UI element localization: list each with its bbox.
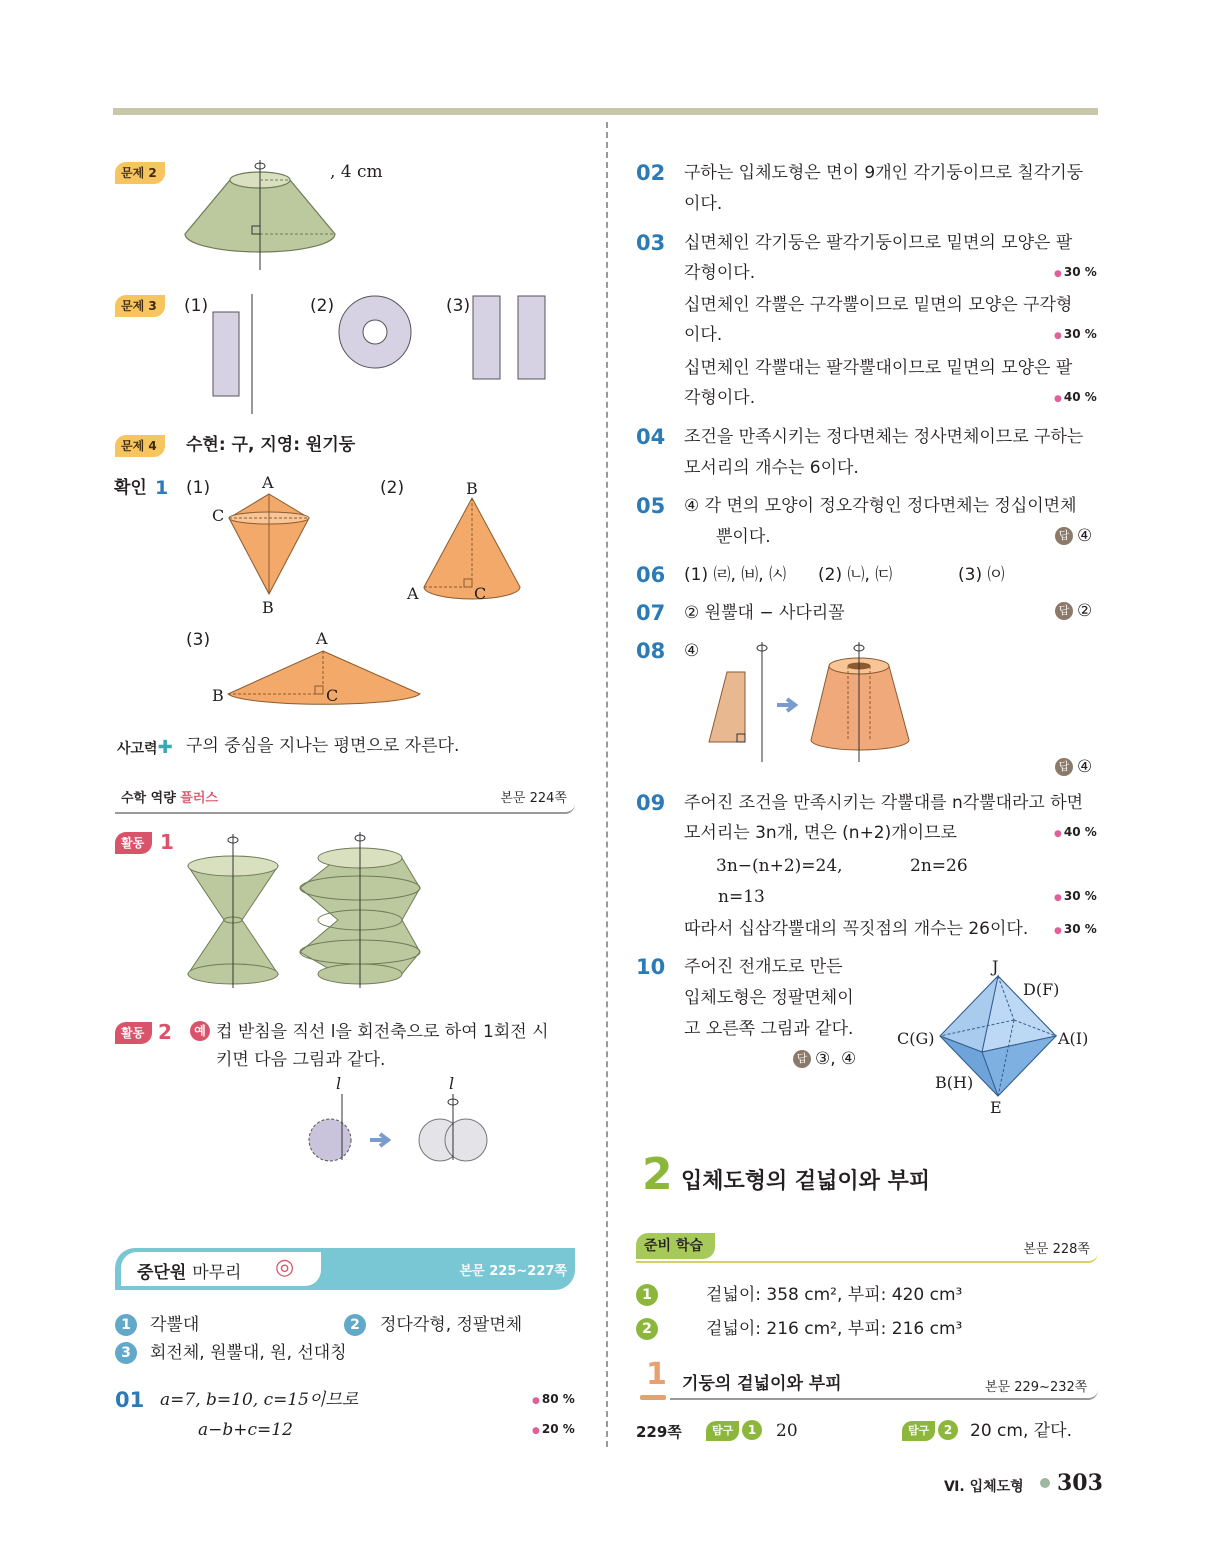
prep-title: 준비 학습 — [636, 1233, 715, 1259]
check-num: 1 — [155, 477, 169, 499]
footer-chapter: Ⅵ. 입체도형 — [944, 1479, 1024, 1495]
rotation-figure — [300, 1092, 500, 1162]
axis-label-2: l — [449, 1074, 455, 1093]
q05-line2: 뿐이다. — [716, 527, 771, 547]
fig2-a: A — [407, 584, 419, 603]
q07-text: ② 원뿔대 − 사다리꼴 — [684, 603, 845, 623]
p3-label-3: (3) — [446, 296, 471, 316]
p229-page: 229쪽 — [636, 1423, 682, 1441]
q10-num: 10 — [636, 955, 666, 979]
q03-b2: 이다. — [684, 325, 723, 345]
math-plus-title: 수학 역량 플러스 — [121, 791, 218, 806]
prep-2-text: 겉넓이: 216 cm², 부피: 216 cm³ — [706, 1319, 963, 1339]
section-2-title: 입체도형의 겉넓이와 부피 — [681, 1169, 931, 1194]
q09-line3a: 3n−(n+2)=24, — [716, 856, 843, 876]
review-page: 본문 225~227쪽 — [459, 1264, 567, 1279]
activity-2-line1: 컵 받침을 직선 l을 회전축으로 하여 1회전 시 — [216, 1022, 549, 1042]
p229-n2: 2 — [938, 1420, 958, 1440]
review-1-text: 각뿔대 — [150, 1315, 200, 1335]
q08-answer: 답 ④ — [1055, 757, 1092, 777]
q03-a2: 십면체인 각뿔은 구각뿔이므로 밑면의 모양은 구각형 — [684, 295, 1073, 315]
q10-answer: 답 ③, ④ — [793, 1049, 856, 1069]
fig1-a: A — [262, 473, 274, 492]
q09-line5: 따라서 십삼각뿔대의 꼭짓점의 개수는 26이다. — [684, 919, 1029, 939]
thinking-tag: 사고력✚ — [117, 737, 173, 758]
prep-1-badge: 1 — [636, 1284, 658, 1306]
math-plus-header — [115, 784, 575, 814]
q03-a1: 십면체인 각기둥은 팔각기둥이므로 밑면의 모양은 팔 — [684, 233, 1073, 253]
q03-a3: 십면체인 각뿔대는 팔각뿔대이므로 밑면의 모양은 팔 — [684, 358, 1073, 378]
section-2-num: 2 — [642, 1149, 673, 1200]
footer-dot — [1040, 1478, 1050, 1488]
math-plus-page: 본문 224쪽 — [500, 791, 567, 806]
activity-2-line2: 키면 다음 그림과 같다. — [216, 1050, 386, 1070]
sub-1-base — [640, 1395, 666, 1400]
problem-3-tag: 문제 3 — [115, 295, 165, 317]
fig1-c: C — [212, 506, 225, 525]
review-3-text: 회전체, 원뿔대, 원, 선대칭 — [150, 1343, 347, 1363]
review-2-badge: 2 — [344, 1314, 366, 1336]
q06-b: (2) ㈁, ㈂ — [818, 565, 893, 585]
fig3-c: C — [326, 686, 339, 705]
flat-cone-figure — [225, 648, 425, 708]
oct-ai: A(I) — [1058, 1029, 1089, 1048]
q09-line1: 주어진 조건을 만족시키는 각뿔대를 n각뿔대라고 하면 — [684, 793, 1084, 813]
q05-answer: 답 ④ — [1055, 526, 1092, 546]
activity-2-num: 2 — [158, 1020, 172, 1044]
p229-tag2: 탐구 — [902, 1421, 935, 1441]
q06-num: 06 — [636, 563, 666, 587]
activity-1-tag: 활동 — [115, 832, 152, 854]
q02-num: 02 — [636, 161, 666, 185]
q09-p5: ● 30 % — [1054, 922, 1097, 936]
q01-num: 01 — [115, 1388, 145, 1412]
sub-1-num: 1 — [646, 1357, 667, 1392]
q03-p3: ● 40 % — [1054, 390, 1097, 404]
oct-df: D(F) — [1023, 980, 1060, 999]
footer-page: 303 — [1057, 1470, 1103, 1496]
p3-label-1: (1) — [184, 296, 209, 316]
q01-pct1: ● 80 % — [532, 1392, 575, 1406]
q08-figure — [705, 640, 915, 765]
frustum-figure — [180, 152, 340, 272]
p3-label-2: (2) — [310, 296, 335, 316]
p229-tag1: 탐구 — [706, 1421, 739, 1441]
q09-p2: ● 40 % — [1054, 825, 1097, 839]
activity-1-num: 1 — [160, 830, 174, 854]
example-badge: 예 — [190, 1021, 210, 1041]
oct-e: E — [990, 1098, 1002, 1117]
review-3-badge: 3 — [115, 1342, 137, 1364]
q10-line1: 주어진 전개도로 만든 — [684, 957, 843, 977]
fig2-c: C — [474, 584, 487, 603]
q03-b3: 각형이다. — [684, 388, 756, 408]
thinking-text: 구의 중심을 지나는 평면으로 자른다. — [186, 736, 460, 756]
check-label: 확인 — [114, 478, 147, 498]
problem-2-text: , 4 cm — [330, 162, 383, 182]
review-header — [115, 1248, 575, 1290]
problem-2-tag: 문제 2 — [115, 162, 165, 184]
q01-pct2: ● 20 % — [532, 1422, 575, 1436]
q09-num: 09 — [636, 791, 666, 815]
q09-line3b: 2n=26 — [910, 856, 968, 876]
p3-figures — [205, 292, 555, 417]
q10-line3: 고 오른쪽 그림과 같다. — [684, 1019, 854, 1039]
q07-num: 07 — [636, 601, 666, 625]
q09-line4: n=13 — [718, 887, 765, 907]
problem-4-tag: 문제 4 — [115, 435, 165, 457]
q10-line2: 입체도형은 정팔면체이 — [684, 988, 854, 1008]
p229-v1: 20 — [776, 1421, 798, 1441]
q08-num: 08 — [636, 639, 666, 663]
review-2-text: 정다각형, 정팔면체 — [380, 1315, 523, 1335]
q01-line1: a=7, b=10, c=15이므로 — [160, 1390, 359, 1410]
oct-cg: C(G) — [897, 1029, 935, 1048]
top-rule — [113, 108, 1098, 115]
q09-p4: ● 30 % — [1054, 889, 1097, 903]
fig1-b: B — [262, 598, 274, 617]
q07-answer: 답 ② — [1055, 601, 1092, 621]
axis-label-1: l — [336, 1074, 342, 1093]
q06-a: (1) ㈃, ㈅, ㈆ — [684, 565, 787, 585]
column-divider — [606, 122, 608, 1447]
sub-1-page: 본문 229~232쪽 — [985, 1380, 1088, 1395]
fig3-b: B — [212, 686, 224, 705]
q02-line1: 구하는 입체도형은 면이 9개인 각기둥이므로 칠각기둥 — [684, 163, 1084, 183]
prep-page: 본문 228쪽 — [1023, 1242, 1090, 1257]
oct-j: J — [992, 957, 999, 976]
q05-num: 05 — [636, 494, 666, 518]
check-label-2: (2) — [380, 478, 405, 498]
q03-p1: ● 30 % — [1054, 265, 1097, 279]
q03-b1: 각형이다. — [684, 263, 756, 283]
q05-line1: ④ 각 면의 모양이 정오각형인 정다면체는 정십이면체 — [684, 496, 1077, 516]
prep-header — [636, 1233, 1098, 1263]
cone-figure — [420, 495, 525, 605]
review-1-badge: 1 — [115, 1314, 137, 1336]
q08-text: ④ — [684, 641, 700, 661]
double-cone-figure — [225, 492, 315, 602]
prep-2-badge: 2 — [636, 1318, 658, 1340]
sub-1-title: 기둥의 겉넓이와 부피 — [682, 1374, 842, 1394]
q06-c: (3) ㈇ — [958, 565, 1005, 585]
prep-1-text: 겉넓이: 358 cm², 부피: 420 cm³ — [706, 1285, 963, 1305]
q03-num: 03 — [636, 231, 666, 255]
q04-num: 04 — [636, 425, 666, 449]
q09-line2: 모서리는 3n개, 면은 (n+2)개이므로 — [684, 823, 957, 843]
review-title: 중단원 마무리 — [137, 1263, 242, 1283]
problem-4-answer: 수현: 구, 지영: 원기둥 — [186, 435, 356, 455]
target-icon: ◎ — [275, 1255, 295, 1280]
oct-bh: B(H) — [935, 1073, 974, 1092]
activity-1-figures — [180, 828, 440, 990]
q04-line2: 모서리의 개수는 6이다. — [684, 458, 859, 478]
p229-n1: 1 — [742, 1420, 762, 1440]
q02-line2: 이다. — [684, 194, 723, 214]
check-label-3: (3) — [186, 630, 211, 650]
q03-p2: ● 30 % — [1054, 327, 1097, 341]
fig2-b: B — [466, 479, 478, 498]
p229-v2: 20 cm, 같다. — [970, 1421, 1072, 1441]
q01-line2: a−b+c=12 — [198, 1420, 293, 1440]
check-label-1: (1) — [186, 478, 211, 498]
activity-2-tag: 활동 — [115, 1022, 152, 1044]
q04-line1: 조건을 만족시키는 정다면체는 정사면체이므로 구하는 — [684, 427, 1084, 447]
fig3-a: A — [316, 629, 328, 648]
